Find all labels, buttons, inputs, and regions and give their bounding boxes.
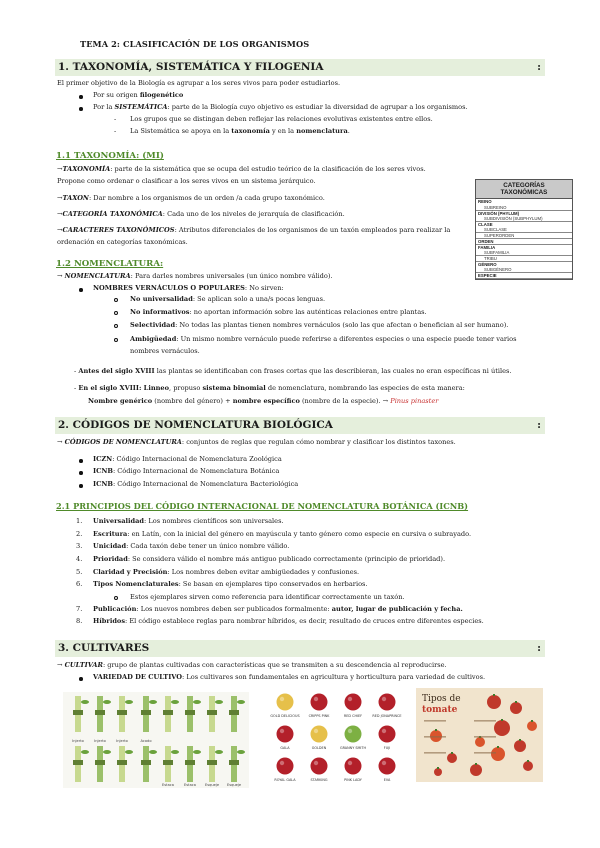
leaf [149, 750, 157, 754]
graft-band [141, 710, 151, 715]
tomato-stem [435, 729, 437, 731]
graft-band [207, 760, 217, 765]
principle-item: Universalidad: Los nombres científicos son universales. [93, 517, 284, 525]
tomato [470, 764, 482, 776]
apple [345, 726, 362, 743]
subrank-label: SUBREINO [484, 204, 507, 210]
graft-band [73, 760, 83, 765]
section-colon: : [537, 642, 541, 654]
apple [379, 758, 396, 775]
subrank-label: SUBGÉNERO [484, 267, 512, 273]
apple-label: FUJI [383, 746, 391, 750]
bullet-icon [79, 95, 83, 99]
definition-line: → CÓDIGOS DE NOMENCLATURA: conjuntos de reglas que regulan cómo nombrar y clasificar los distintos taxones. [57, 438, 456, 446]
branch-label: Injerto [116, 739, 128, 743]
paragraph: El primer objetivo de la Biología es agrupar a los seres vivos para poder estudiarlos. [57, 79, 341, 87]
branch-label: Esqueje [226, 783, 242, 787]
table-row [476, 245, 572, 256]
tomato-stem [527, 760, 529, 762]
subsection-title: 1.2 NOMENCLATURA: [56, 259, 164, 269]
principle-item: Publicación: Los nuevos nombres deben ser publicados formalmente: autor, lugar de publicación y fecha. [93, 605, 463, 613]
leaf [237, 700, 245, 704]
circle-bullet-icon [114, 338, 118, 342]
subrank-label: SUPERORDEN [484, 232, 515, 238]
arrow-icon: → [57, 661, 63, 669]
sub-bullet-text: No informativos: no aportan información sobre las auténticas relaciones entre plantas. [130, 308, 427, 316]
tomato-stem [531, 720, 533, 722]
subrank-label: SUBCLASE [484, 226, 507, 232]
caption-line [474, 752, 496, 754]
section-heading-3 [55, 640, 545, 657]
table-row [476, 199, 572, 210]
leaf [215, 700, 223, 704]
arrow-icon: → [57, 226, 63, 234]
history-line: - En el siglo XVIII: Linneo, propuso sistema binomial de nomenclatura, nombrando las especies de esta manera: [74, 384, 465, 392]
leaf [237, 750, 245, 754]
branches-illustration [63, 692, 249, 788]
apple [379, 694, 396, 711]
section-title: 2. CÓDIGOS DE NOMENCLATURA BIOLÓGICA [58, 419, 333, 431]
subrank-label: SUBDIVISIÓN (SUBPHYLUM) [484, 215, 543, 221]
definition-line: → CULTIVAR: grupo de plantas cultivadas con características que se transmiten a su descendencia al reproducirse. [57, 661, 447, 669]
definition-line: →CARACTERES TAXONÓMICOS: Atributos diferenciales de los organismos de un taxón empleados para realizar la [57, 226, 451, 234]
apple [311, 726, 328, 743]
bullet-text: Por su origen filogenético [93, 91, 184, 99]
sub-bullet-text: Selectividad: No todas las plantas tienen nombres vernáculos (solo las que afectan o benefician al ser humano). [130, 321, 509, 329]
graft-band [163, 710, 173, 715]
dash-icon: - [114, 115, 117, 123]
table-header: CATEGORÍAS TAXONÓMICAS [476, 180, 572, 199]
graft-band [207, 710, 217, 715]
apple [277, 758, 294, 775]
tomato [527, 721, 537, 731]
apple [277, 694, 294, 711]
apple-label: GOLD DELICIOUS [270, 714, 300, 718]
sub-bullet-text: Ambigüedad: Un mismo nombre vernáculo puede referirse a diferentes especies o una especie puede tener varios [130, 335, 517, 343]
circle-bullet-icon [114, 311, 118, 315]
rank-label: GÉNERO [478, 262, 497, 268]
apple-highlight [314, 729, 318, 733]
tomato-types-image [416, 688, 543, 782]
leaf [103, 700, 111, 704]
section-colon: : [537, 61, 541, 73]
tomato [447, 753, 457, 763]
branch-label: Estaca [184, 783, 196, 787]
bullet-text: ICNB: Código Internacional de Nomenclatura Bacteriológica [93, 480, 299, 488]
tomato-stem [501, 719, 503, 721]
apple-label: STARKING [310, 778, 328, 782]
apple [277, 726, 294, 743]
leaf [81, 750, 89, 754]
list-number: 7. [76, 605, 83, 613]
tomato [487, 695, 501, 709]
apple-label: ROYAL GALA [274, 778, 296, 782]
tomato-stem [493, 694, 495, 696]
apple-highlight [382, 729, 386, 733]
graft-band [117, 760, 127, 765]
tomato-stem [451, 752, 453, 754]
history-line: - Antes del siglo XVIII las plantas se identificaban con frases cortas que las describieran, las cuales no eran específicas ni útiles. [74, 367, 512, 375]
apple-label: GOLDEN [311, 746, 327, 750]
subrank-label: SUBFAMILIA [484, 250, 510, 256]
principle-item: Unicidad: Cada taxón debe tener un único nombre válido. [93, 542, 290, 550]
arrow-icon: → [57, 210, 63, 218]
leaf [149, 700, 157, 704]
leaf [125, 700, 133, 704]
branch-label: Injerto [94, 739, 106, 743]
document-title: TEMA 2: CLASIFICACIÓN DE LOS ORGANISMOS [80, 39, 310, 49]
definition-line: → NOMENCLATURA: Para darles nombres universales (un único nombre válido). [57, 272, 333, 280]
rank-label: CLASE [478, 221, 493, 227]
apple-highlight [280, 697, 284, 701]
leaf [171, 700, 179, 704]
apple-highlight [348, 761, 352, 765]
sub-bullet-text: nombres vernáculos. [130, 347, 200, 355]
graft-band [229, 760, 239, 765]
principle-item: Claridad y Precisión: Los nombres deben evitar ambigüedades y confusiones. [93, 568, 360, 576]
bullet-text: Por la SISTEMÁTICA: parte de la Biología cuyo objetivo es estudiar la diversidad de agrupar a los organismos. [93, 103, 468, 111]
section-title: 3. CULTIVARES [58, 642, 150, 654]
leaf [81, 700, 89, 704]
sub-bullet-text: La Sistemática se apoya en la taxonomía y en la nomenclatura. [130, 127, 350, 135]
apple [379, 726, 396, 743]
rank-label: DIVISIÓN (PHYLUM) [478, 210, 520, 216]
apple-label: GRANNY SMITH [339, 746, 367, 750]
tomato [510, 702, 522, 714]
definition-line: ordenación en categorías taxonómicas. [57, 238, 188, 246]
propagation-methods-image [63, 692, 249, 788]
rank-label: FAMILIA [478, 244, 496, 250]
branch-label: Estaca [162, 783, 174, 787]
graft-band [95, 760, 105, 765]
sub-bullet-text: Los grupos que se distingan deben reflejar las relaciones evolutivas existentes entre ellos. [130, 115, 433, 123]
section-colon: : [537, 419, 541, 431]
list-number: 6. [76, 580, 83, 588]
rank-label: REINO [478, 199, 492, 205]
principle-item: Escritura: en Latín, con la inicial del género en mayúscula y tanto género como especie en cursiva o subrayado. [93, 530, 472, 538]
list-number: 2. [76, 530, 83, 538]
tomato-stem [515, 701, 517, 703]
definition-line: →CATEGORÍA TAXONÓMICA: Cada uno de los niveles de jerarquía de clasificación. [57, 210, 345, 218]
apple [311, 694, 328, 711]
tomato-title-1: Tipos de [422, 694, 461, 704]
apple-label: RED CHIEF [343, 714, 363, 718]
bullet-icon [79, 459, 83, 463]
apple-label: EVA [383, 778, 391, 782]
apple-highlight [348, 697, 352, 701]
definition-line: Propone como ordenar o clasificar a los seres vivos en un sistema jerárquico. [57, 177, 316, 185]
caption-line [474, 736, 496, 738]
leaf [103, 750, 111, 754]
arrow-icon: → [57, 165, 63, 173]
apple-highlight [348, 729, 352, 733]
circle-bullet-icon [114, 596, 118, 600]
dash-icon: - [114, 127, 117, 135]
apple [311, 758, 328, 775]
circle-bullet-icon [114, 324, 118, 328]
table-row [476, 211, 572, 222]
list-number: 5. [76, 568, 83, 576]
tomato-stem [519, 739, 521, 741]
bullet-text: ICNB: Código Internacional de Nomenclatura Botánica [93, 467, 280, 475]
subsection-title: 1.1 TAXONOMÍA: (MI) [56, 151, 164, 161]
list-number: 8. [76, 617, 83, 625]
graft-band [185, 760, 195, 765]
subrank-label: TRIBU [484, 256, 497, 262]
subsection-title: 2.1 PRINCIPIOS DEL CÓDIGO INTERNACIONAL DE NOMENCLATURA BOTÁNICA (ICNB) [56, 501, 469, 511]
principle-item: Híbridos: El código establece reglas para nombrar híbridos, es decir, resultado de cruces entre diferentes especies. [93, 617, 484, 625]
table-row [476, 262, 572, 273]
caption-line [424, 736, 446, 738]
leaf [215, 750, 223, 754]
leaf [171, 750, 179, 754]
rank-label: ORDEN [478, 238, 494, 244]
bullet-icon [79, 484, 83, 488]
tomato [514, 740, 526, 752]
sub-bullet-text: Estos ejemplares sirven como referencia para identificar correctamente un taxón. [130, 593, 405, 601]
circle-bullet-icon [114, 298, 118, 302]
tomato-stem [437, 767, 439, 769]
list-number: 4. [76, 555, 83, 563]
graft-band [229, 710, 239, 715]
tomato [523, 761, 533, 771]
bullet-icon [79, 107, 83, 111]
apples-illustration [268, 690, 406, 788]
tomato [434, 768, 442, 776]
tomato [491, 747, 505, 761]
apple-highlight [382, 697, 386, 701]
caption-line [474, 720, 496, 722]
section-title: 1. TAXONOMÍA, SISTEMÁTICA Y FILOGENIA [58, 61, 324, 73]
rank-label: ESPECIE [478, 273, 497, 279]
branch-label: Injerto [72, 739, 84, 743]
leaf [125, 750, 133, 754]
graft-band [95, 710, 105, 715]
table-row [476, 273, 572, 279]
table-row [476, 222, 572, 233]
apple [345, 694, 362, 711]
arrow-icon: → [57, 194, 63, 202]
arrow-icon: → [57, 272, 63, 280]
binomial-example: Nombre genérico (nombre del género) + nombre específico (nombre de la especie). → Pinus pinaster [88, 397, 439, 405]
tomato-stem [497, 746, 499, 748]
leaf [193, 750, 201, 754]
bullet-text: NOMBRES VERNÁCULOS O POPULARES: No sirven: [93, 284, 284, 292]
bullet-text: ICZN: Código Internacional de Nomenclatura Zoológica [93, 455, 282, 463]
principle-item: Tipos Nomenclaturales: Se basan en ejemplares tipo conservados en herbarios. [93, 580, 368, 588]
section-heading-2 [55, 417, 545, 434]
graft-band [141, 760, 151, 765]
graft-band [73, 710, 83, 715]
caption-line [424, 720, 446, 722]
apple-varieties-image [268, 690, 406, 788]
tomato-title-2: tomate [422, 705, 458, 715]
tomato [494, 720, 510, 736]
apple-highlight [382, 761, 386, 765]
graft-band [185, 710, 195, 715]
graft-band [117, 710, 127, 715]
branch-label: Acodo [140, 739, 152, 743]
taxonomic-categories-table [475, 179, 573, 280]
bullet-text: VARIEDAD DE CULTIVO: Los cultivares son fundamentales en agricultura y horticultura para variedad de cultivos. [93, 673, 486, 681]
leaf [193, 700, 201, 704]
principle-item: Prioridad: Se considera válido el nombre más antiguo publicado correctamente (principio de prioridad). [93, 555, 446, 563]
apple-label: PINK LADY [344, 778, 362, 782]
list-number: 1. [76, 517, 83, 525]
apple-highlight [280, 729, 284, 733]
apple [345, 758, 362, 775]
caption-line [424, 752, 446, 754]
apple-highlight [314, 761, 318, 765]
definition-line: →TAXON: Dar nombre a los organismos de un orden /a cada grupo taxonómico. [57, 194, 325, 202]
bullet-icon [79, 471, 83, 475]
apple-highlight [314, 697, 318, 701]
tomato-infographic [416, 688, 543, 782]
bullet-icon [79, 288, 83, 292]
graft-band [163, 760, 173, 765]
branch-label: Esqueje [204, 783, 220, 787]
tomato [475, 737, 485, 747]
apple-label: CRIPPS PINK [308, 714, 330, 718]
definition-line: →TAXONOMÍA: parte de la sistemática que se ocupa del estudio teórico de la clasificación de los seres vivos. [57, 165, 426, 173]
apple-highlight [280, 761, 284, 765]
tomato-stem [475, 763, 477, 765]
arrow-icon: → [57, 438, 63, 446]
sub-bullet-text: No universalidad: Se aplican solo a una/s pocas lenguas. [130, 295, 326, 303]
apple-label: GALA [280, 746, 290, 750]
apple-label: RED JONAPRINCE [372, 714, 402, 718]
bullet-icon [79, 677, 83, 681]
list-number: 3. [76, 542, 83, 550]
section-heading-1 [55, 59, 545, 76]
